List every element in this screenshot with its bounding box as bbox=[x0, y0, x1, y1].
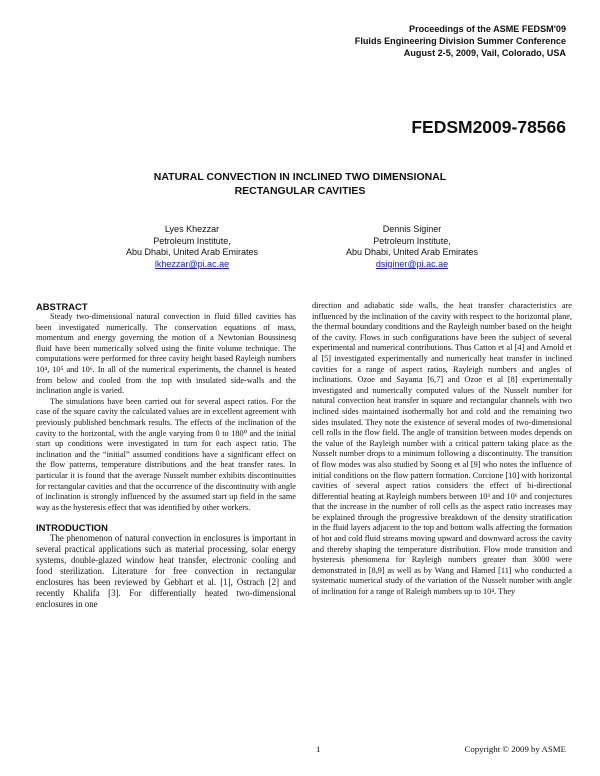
paper-title bbox=[100, 171, 500, 198]
introduction-heading: INTRODUCTION bbox=[36, 522, 108, 534]
abstract-paragraph-2: The simulations have been carried out for several aspect ratios. For the case of the square cavity the calculated values are in excellent agreement with previously published benchmark results. The effects of the inclination of the cavity to the horizontal, with the angle varying from 0 to 180⁰ and the initial start up conditions were investigated in turn for each aspect ratio. The inclination and the “initial” assumed conditions have a significant effect on the flow patterns, temperature distributions and the heat transfer rates. In particular it is found that the average Nusselt number exhibits discontinuities for rectangular cavities and that the occurrence of the discontinuity with angle of inclination is strongly influenced by the assumed start up field in the same way as the hysteresis effect that was identified by other workers. bbox=[36, 396, 296, 512]
proceedings-header bbox=[355, 24, 566, 59]
conference-line: Fluids Engineering Division Summer Conference bbox=[354, 35, 566, 46]
title-line-1: NATURAL CONVECTION IN INCLINED TWO DIMENSIONAL bbox=[153, 171, 447, 183]
author-name: Lyes Khezzar bbox=[164, 224, 220, 234]
author-block-2 bbox=[312, 224, 512, 270]
author-institution: Petroleum Institute, bbox=[373, 235, 451, 246]
left-column bbox=[36, 301, 296, 610]
author-email-link[interactable]: lkhezzar@pi.ac.ae bbox=[154, 258, 230, 269]
introduction-paragraph-continued: direction and adiabatic side walls, the heat transfer characteristics are influenced by the inclination of the cavity with respect to the horizontal plane, the thermal boundary conditions and the Rayleigh number based on the height of the cavity. Flows in such configurations have been the subject of several experimental and numerical contributions. Thus Catton et al [4] and Arnold et al [5] investigated experimentally and numerically heat transfer in inclined cavities for a range of aspect ratios, Rayleigh numbers and angles of inclinations. Ozoe and Sayama [6,7] and Ozoe et al [8] experimentally investigated and numerically computed values of the Nusselt number for natural convection heat transfer in square and rectangular channels with two inclined sides maintained isothermally hot and cold and the remaining two sides insulated. They note the existence of several modes of two-dimensional cell rolls in the flow field. The angle of transition between modes depends on the value of the Rayleigh number with a critical pattern taking place as the Nusselt number drops to a minimum following a discontinuity. The transition of flow modes was also studied by Soong et al [9] who notes the influence of initial conditions on the flow pattern formation. Corcione [10] with horizontal cavities of several aspect ratios considers the effect of bi-directional differential heating at Rayleigh numbers between 10³ and 10⁶ and conjectures that the increase in the number of roll cells as the aspect ratio increases may be explained through the progressive breakdown of the density stratification in the fluid layers adjacent to the top and bottom walls affecting the formation of hot and cold fluid streams moving upward and downward across the cavity and thereby shaping the temperature distribution. Flow mode transition and hysteresis phenomena for Rayleigh numbers greater than 3000 were demonstrated in [8,9] as well as by Wang and Hamed [11] who conducted a systematic numerical study of the variation of the Nusselt number with angle of inclination for a range of Raleigh numbers up to 10⁴. They bbox=[312, 301, 572, 597]
right-column bbox=[312, 301, 572, 598]
title-line-2: RECTANGULAR CAVITIES bbox=[234, 184, 366, 197]
abstract-heading: ABSTRACT bbox=[36, 301, 88, 312]
dates-place-line: August 2-5, 2009, Vail, Colorado, USA bbox=[403, 47, 566, 58]
introduction-paragraph-1: The phenomenon of natural convection in enclosures is important in several practical applications such as material processing, solar energy systems, double-glazed window heat transfer, electronic cooling and food sterilization. Literature for free convection in rectangular enclosures has been reviewed by Gebhart et al. [1], Ostrach [2] and recently Khalifa [3]. For differentially heated two-dimensional enclosures in one bbox=[36, 533, 296, 610]
page-number: 1 bbox=[316, 744, 321, 754]
proceedings-line: Proceedings of the ASME FEDSM'09 bbox=[409, 24, 566, 34]
abstract-paragraph-1: Steady two-dimensional natural convection in fluid filled cavities has been investigated numerically. The conservation equations of mass, momentum and energy governing the motion of a Newtonian Boussinesq fluid have been numerically solved using the finite volume technique. The computations were performed for three cavity height based Rayleigh numbers 10⁴, 10⁵ and 10⁶. In all of the numerical experiments, the channel is heated from below and cooled from the top with insulated side-walls and the inclination angle is varied. bbox=[36, 312, 296, 396]
author-name: Dennis Siginer bbox=[382, 224, 442, 234]
paper-id: FEDSM2009-78566 bbox=[411, 117, 566, 137]
author-institution: Petroleum Institute, bbox=[153, 235, 231, 246]
author-email-link[interactable]: dsiginer@pi.ac.ae bbox=[375, 258, 449, 269]
author-city: Abu Dhabi, United Arab Emirates bbox=[345, 247, 479, 258]
author-city: Abu Dhabi, United Arab Emirates bbox=[125, 247, 259, 258]
author-block-1 bbox=[92, 224, 292, 270]
copyright-notice: Copyright © 2009 by ASME bbox=[464, 744, 566, 754]
